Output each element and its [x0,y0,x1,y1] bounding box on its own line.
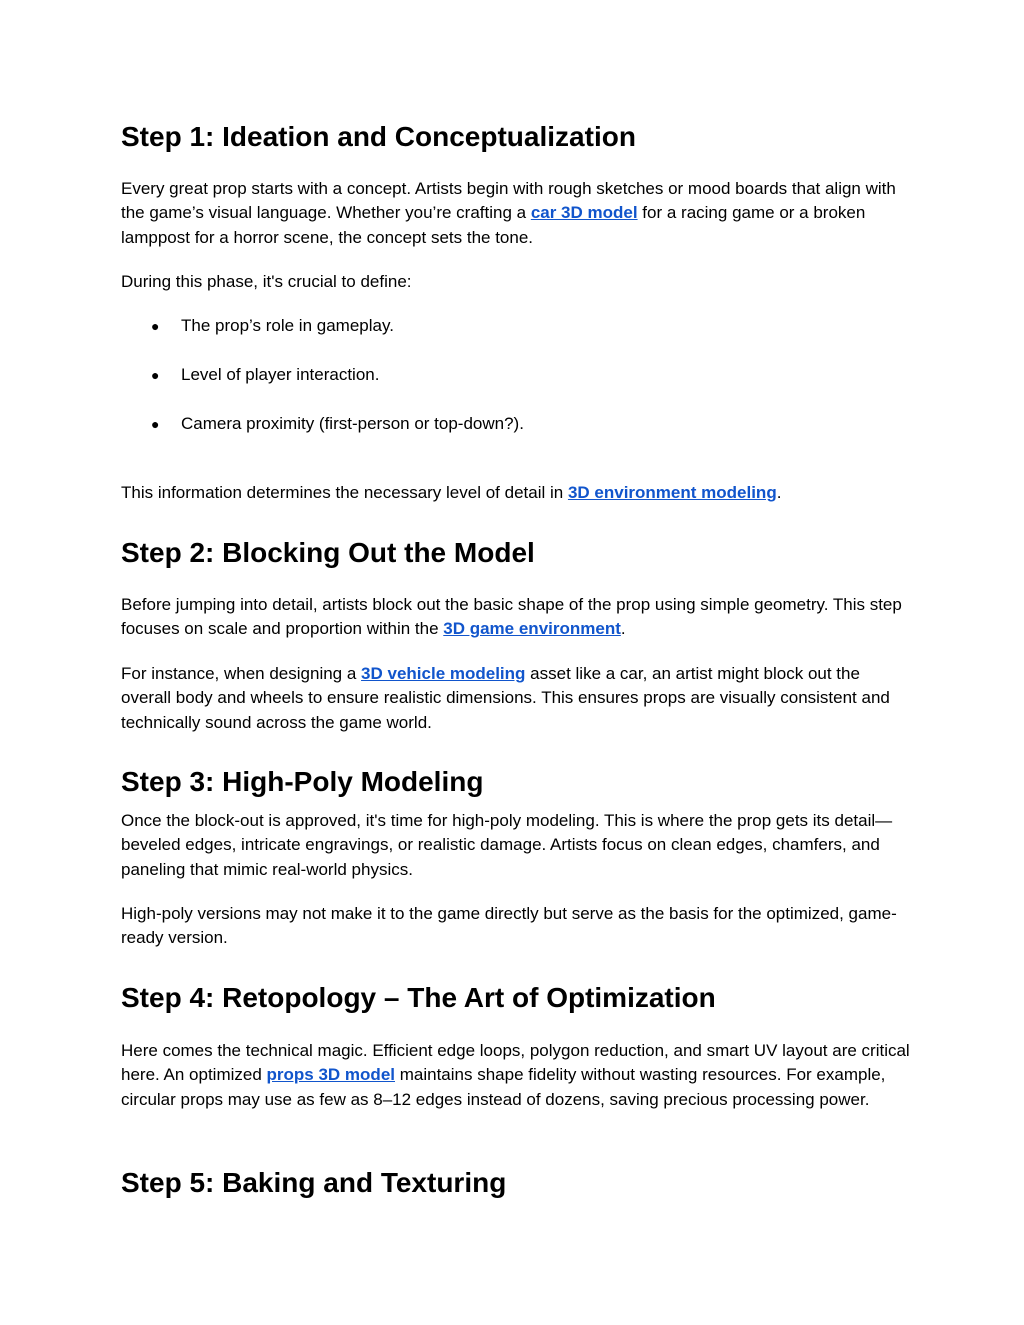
car-3d-model-link[interactable]: car 3D model [530,203,638,223]
step2-p2-text-b: asset like a car, an artist might block out the overall body and wheels to ensure realistic dimensions. This ensures props are visually consistent and technically sound across the game world. [121,664,890,732]
props-3d-model-link[interactable]: props 3D model [266,1065,395,1085]
step1-p1-text-a: Every great prop starts with a concept. Artists begin with rough sketches or mood boards that align with the game’s visual language. Whether you’re crafting a [121,179,896,223]
step2-p1-text-b: . [620,619,626,639]
list-item-text: Camera proximity (first-person or top-down?). [181,414,524,433]
step1-p3-text-b: . [776,483,782,502]
step4-paragraph-1 [121,1039,911,1112]
step4-heading: Step 4: Retopology – The Art of Optimization [121,982,716,1013]
step1-paragraph-2: During this phase, it's crucial to define: [121,272,412,291]
step4-p1-text-a: Here comes the technical magic. Efficient edge loops, polygon reduction, and smart UV layout are critical here. An optimized [121,1041,910,1085]
step2-heading: Step 2: Blocking Out the Model [121,537,535,568]
list-item-text: The prop’s role in gameplay. [181,316,394,335]
step1-paragraph-1 [121,177,911,250]
step2-p2-text-a: For instance, when designing a [121,664,362,683]
3d-game-environment-link[interactable]: 3D game environment [443,619,621,639]
step1-heading: Step 1: Ideation and Conceptualization [121,121,636,152]
step1-paragraph-3 [121,481,911,505]
step2-paragraph-2 [121,662,911,735]
step3-paragraph-1: Once the block-out is approved, it's time for high-poly modeling. This is where the prop gets its detail—beveled edges, intricate engravings, or realistic damage. Artists focus on clean edges, chamfers, and paneling that mimic real-world physics. [121,811,893,879]
step2-p1-text-a: Before jumping into detail, artists block out the basic shape of the prop using simple geometry. This step focuses on scale and proportion within the [121,595,902,639]
step1-p1-text-b: for a racing game or a broken lamppost for a horror scene, the concept sets the tone. [121,203,866,247]
bullet-icon: ● [151,416,160,432]
step1-p3-text-a: This information determines the necessary level of detail in [121,483,568,502]
step3-paragraph-2: High-poly versions may not make it to the game directly but serve as the basis for the optimized, game-ready version. [121,904,897,948]
step4-p1-text-b: maintains shape fidelity without wasting resources. For example, circular props may use as few as 8–12 edges instead of dozens, saving precious processing power. [121,1065,886,1109]
list-item-text: Level of player interaction. [181,365,380,384]
step3-heading: Step 3: High-Poly Modeling [121,766,484,797]
3d-environment-modeling-link[interactable]: 3D environment modeling [567,483,777,502]
step2-paragraph-1 [121,593,911,642]
bullet-icon: ● [151,367,160,383]
3d-vehicle-modeling-link[interactable]: 3D vehicle modeling [361,664,526,683]
step5-heading: Step 5: Baking and Texturing [121,1167,507,1198]
bullet-icon: ● [151,318,160,334]
